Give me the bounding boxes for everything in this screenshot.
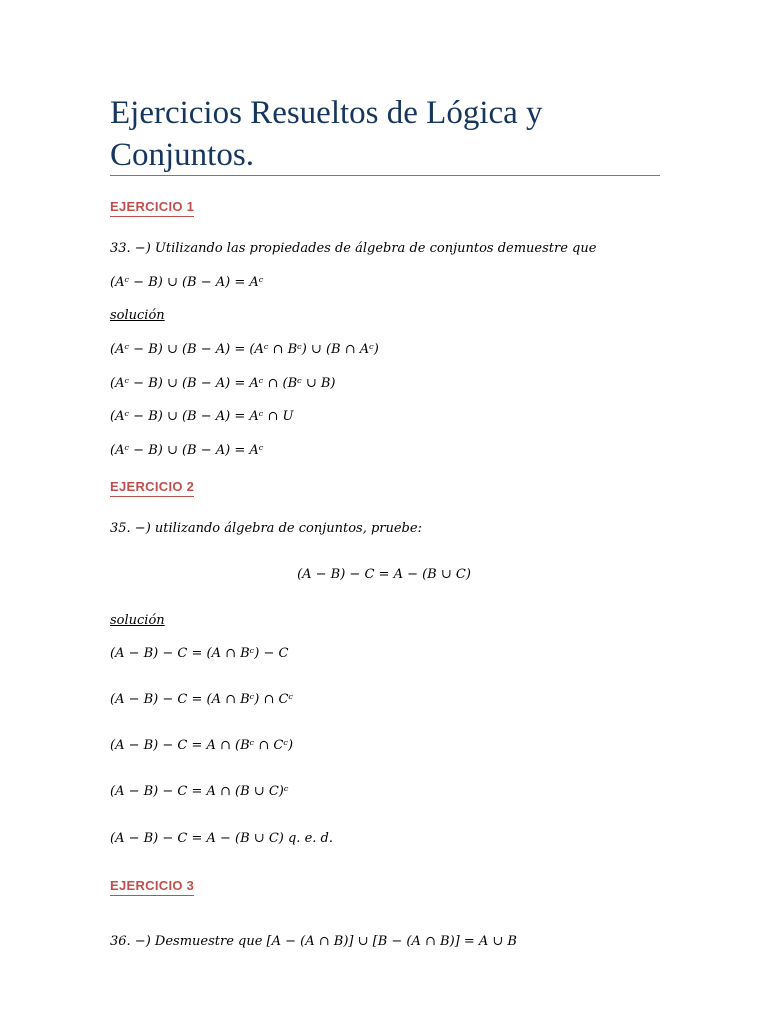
exercise-1-step-3: (Aᶜ − B) ∪ (B − A) = Aᶜ ∩ U <box>110 409 294 424</box>
exercise-2-step-5: (A − B) − C = A − (B ∪ C) q. e. d. <box>110 831 333 846</box>
document-title: Ejercicios Resueltos de Lógica y Conjuntos. <box>110 95 543 173</box>
exercise-2-heading: EJERCICIO 2 <box>110 479 194 497</box>
exercise-2-step-1: (A − B) − C = (A ∩ Bᶜ) − C <box>110 646 289 661</box>
title-underline <box>110 175 660 176</box>
exercise-1-step-1: (Aᶜ − B) ∪ (B − A) = (Aᶜ ∩ Bᶜ) ∪ (B ∩ Aᶜ) <box>110 342 379 357</box>
exercise-1-heading: EJERCICIO 1 <box>110 199 194 217</box>
exercise-2-statement: 35. −) utilizando álgebra de conjuntos, pruebe: <box>110 521 422 536</box>
exercise-1-step-2: (Aᶜ − B) ∪ (B − A) = Aᶜ ∩ (Bᶜ ∪ B) <box>110 376 336 391</box>
exercise-2-solution-label: solución <box>110 613 165 628</box>
exercise-3-heading: EJERCICIO 3 <box>110 878 194 896</box>
exercise-1-statement: 33. −) Utilizando las propiedades de álgebra de conjuntos demuestre que <box>110 241 597 256</box>
exercise-1-claim: (Aᶜ − B) ∪ (B − A) = Aᶜ <box>110 275 264 290</box>
exercise-2-step-3: (A − B) − C = A ∩ (Bᶜ ∩ Cᶜ) <box>110 738 294 753</box>
exercise-2-step-4: (A − B) − C = A ∩ (B ∪ C)ᶜ <box>110 784 289 799</box>
exercise-3-statement: 36. −) Desmuestre que [A − (A ∩ B)] ∪ [B − (A ∩ B)] = A ∪ B <box>110 934 517 949</box>
exercise-2-step-2: (A − B) − C = (A ∩ Bᶜ) ∩ Cᶜ <box>110 692 294 707</box>
exercise-1-step-4: (Aᶜ − B) ∪ (B − A) = Aᶜ <box>110 443 264 458</box>
exercise-1-solution-label: solución <box>110 308 165 323</box>
exercise-2-claim: (A − B) − C = A − (B ∪ C) <box>297 567 471 582</box>
